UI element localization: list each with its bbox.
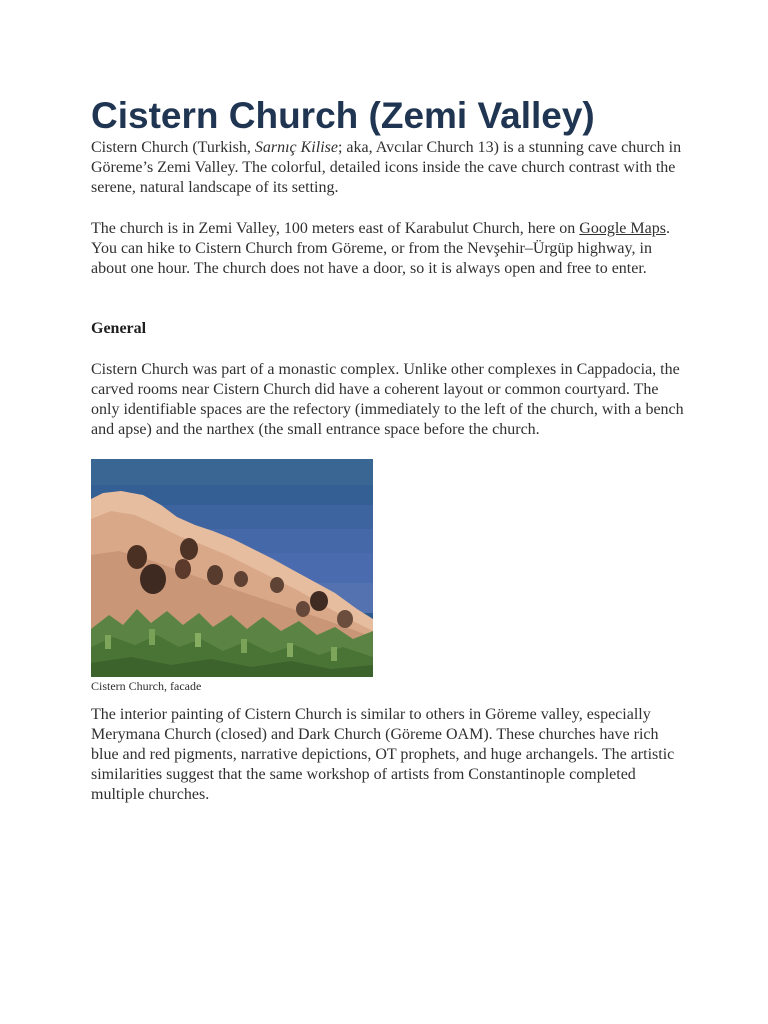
page-title: Cistern Church (Zemi Valley) (91, 95, 595, 136)
turkish-name: Sarnıç Kilise (254, 139, 338, 156)
location-text-start: The church is in Zemi Valley, 100 meters east of Karabulut Church, here on (91, 220, 580, 237)
interior-paragraph: The interior painting of Cistern Church is similar to others in Göreme valley, especially Merymana Church (closed) and Dark Church (Göreme OAM). These churches have rich blue and red pigments, narrative depictions, OT prophets, and huge archangels. The artistic similarities suggest that the same workshop of artists from Constantinople completed multiple churches. (91, 706, 675, 803)
general-paragraph: Cistern Church was part of a monastic complex. Unlike other complexes in Cappadocia, the carved rooms near Cistern Church did have a coherent layout or common courtyard. The only identifiable spaces are the refectory (immediately to the left of the church, with a bench and apse) and the narthex (the small entrance space before the church. (91, 361, 684, 438)
section-heading-general: General (91, 320, 147, 337)
google-maps-link[interactable]: Google Maps (579, 220, 666, 237)
intro-text-end: ; aka, Avcılar Church 13) is a stunning cave church in Göreme’s Zemi Valley. The colorful, detailed icons inside the cave church contrast with the serene, natural landscape of its setting. (91, 139, 682, 196)
location-paragraph (91, 219, 686, 279)
intro-text-start: Cistern Church (Turkish, (91, 139, 255, 156)
church-facade-image (91, 459, 373, 677)
intro-paragraph (91, 138, 686, 198)
location-text-end: . You can hike to Cistern Church from Göreme, or from the Nevşehir–Ürgüp highway, in about one hour. The church does not have a door, so it is always open and free to enter. (91, 220, 670, 277)
figure-caption: Cistern Church, facade (91, 679, 202, 693)
